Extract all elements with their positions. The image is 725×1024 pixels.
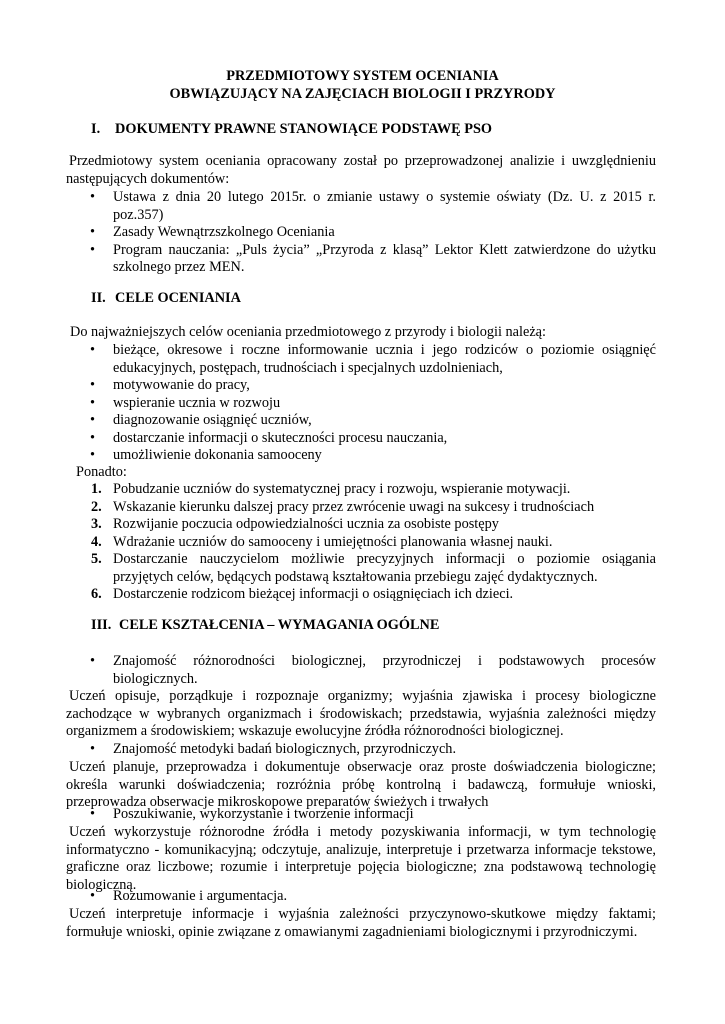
list-item: • bieżące, okresowe i roczne informowanie ucznia i jego rodziców o poziomie osiągnięć edukacyjnych, postępach, trudnościach i specjalnych uzdolnieniach, (90, 342, 656, 376)
bullet-icon: • (90, 394, 96, 411)
section-3-block-4-bullet (90, 888, 656, 906)
bullet-icon: • (90, 653, 96, 669)
section-3-number: III. (91, 617, 112, 633)
section-2-title: CELE OCENIANIA (115, 290, 241, 306)
list-item: • dostarczanie informacji o skuteczności procesu nauczania, (90, 429, 448, 446)
list-item: • Ustawa z dnia 20 lutego 2015r. o zmianie ustawy o systemie oświaty (Dz. U. z 2015 r. poz.357) (90, 189, 656, 223)
list-item: • Rozumowanie i argumentacja. (90, 888, 288, 904)
bullet-icon: • (90, 429, 96, 446)
document-title-line-2: OBWIĄZUJĄCY NA ZAJĘCIACH BIOLOGII I PRZYRODY (169, 86, 556, 102)
bullet-icon: • (90, 412, 96, 428)
section-2-numbered-list (91, 481, 656, 604)
list-item: • wspieranie ucznia w rozwoju (90, 394, 281, 411)
bullet-icon: • (90, 377, 96, 393)
section-1-number: I. (91, 121, 101, 137)
section-2-heading (91, 290, 241, 308)
list-item: • Zasady Wewnątrzszkolnego Oceniania (90, 224, 335, 240)
list-item: • Znajomość metodyki badań biologicznych, przyrodniczych. (90, 741, 457, 757)
bullet-icon: • (90, 741, 96, 757)
numbered-item: 2. Wskazanie kierunku dalszej pracy przez zwrócenie uwagi na sukcesy i trudnościach (91, 498, 595, 515)
section-1-heading (91, 121, 492, 139)
list-item: • Poszukiwanie, wykorzystanie i tworzenie informacji (90, 806, 414, 822)
section-3-heading (91, 617, 439, 635)
section-2-number: II. (91, 290, 106, 306)
section-3-block-1-text: Uczeń opisuje, porządkuje i rozpoznaje organizmy; wyjaśnia zjawiska i procesy biologiczne zachodzące w wybranych organizmach i środowiskach; przedstawia, wyjaśnia zależności między organizmem a środowiskiem; wskazuje ewolucyjne źródła różnorodności biologicznej. (66, 688, 656, 739)
list-item: • umożliwienie dokonania samooceny (90, 447, 322, 463)
section-3-block-2-text: Uczeń planuje, przeprowadza i dokumentuje obserwacje oraz proste doświadczenia biologiczne; określa warunki doświadczenia; rozróżnia próbę kontrolną i badawczą, formułuje wnioski, przeprowadza obserwacje mikroskopowe preparatów świeżych i trwałych (66, 759, 656, 810)
section-2-intro: Do najważniejszych celów oceniania przedmiotowego z przyrody i biologii należą: (70, 324, 546, 340)
bullet-icon: • (90, 806, 96, 822)
list-item: • Znajomość różnorodności biologicznej, przyrodniczej i podstawowych procesów biologicznych. (90, 653, 656, 687)
numbered-item: 6. Dostarczenie rodzicom bieżącej informacji o osiągnięciach ich dzieci. (91, 586, 514, 602)
section-2-goals-list (90, 342, 656, 465)
section-1-intro: Przedmiotowy system oceniania opracowany został po przeprowadzonej analizie i uwzględnieniu następujących dokumentów: (66, 153, 656, 187)
list-item: • diagnozowanie osiągnięć uczniów, (90, 412, 312, 428)
section-3-block-3-text: Uczeń wykorzystuje różnorodne źródła i metody pozyskiwania informacji, w tym technologię informatyczno - komunikacyjną; odczytuje, analizuje, interpretuje i przetwarza informacje tekstowe, graficzne oraz liczbowe; rozumie i interpretuje pojęcia biologiczne; zna podstawową technologię biologiczną. (66, 824, 656, 893)
section-3-block-1-bullet (90, 653, 656, 688)
section-1-document-list (90, 189, 656, 277)
section-3-block-2-bullet (90, 741, 656, 759)
section-1-title: DOKUMENTY PRAWNE STANOWIĄCE PODSTAWĘ PSO (115, 121, 493, 137)
section-3-block-3-bullet (90, 806, 656, 824)
bullet-icon: • (90, 241, 96, 258)
numbered-item: 4. Wdrażanie uczniów do samooceny i umiejętności planowania własnej nauki. (91, 533, 553, 550)
bullet-icon: • (90, 342, 96, 358)
section-3-block-4-text: Uczeń interpretuje informacje i wyjaśnia zależności przyczynowo-skutkowe między faktami; formułuje wnioski, opinie związane z omawianymi zagadnieniami biologicznymi i przyrodniczymi. (66, 906, 656, 940)
numbered-item: 3. Rozwijanie poczucia odpowiedzialności ucznia za osobiste postępy (91, 516, 499, 532)
list-item: • motywowanie do pracy, (90, 377, 250, 393)
bullet-icon: • (90, 224, 96, 240)
document-title-line-1: PRZEDMIOTOWY SYSTEM OCENIANIA (226, 68, 499, 84)
numbered-item: 5. Dostarczanie nauczycielom możliwie precyzyjnych informacji o poziomie osiągania przyjętych celów, będących podstawą kształtowania przebiegu zajęć dydaktycznych. (91, 551, 656, 585)
numbered-item: 1. Pobudzanie uczniów do systematycznej pracy i rozwoju, wspieranie motywacji. (91, 481, 571, 497)
section-3-title: CELE KSZTAŁCENIA – WYMAGANIA OGÓLNE (119, 617, 440, 633)
moreover-label: Ponadto: (76, 464, 127, 480)
bullet-icon: • (90, 189, 96, 205)
list-item: • Program nauczania: „Puls życia” „Przyroda z klasą” Lektor Klett zatwierdzone do użytku szkolnego przez MEN. (90, 241, 656, 275)
bullet-icon: • (90, 447, 96, 463)
bullet-icon: • (90, 888, 96, 904)
